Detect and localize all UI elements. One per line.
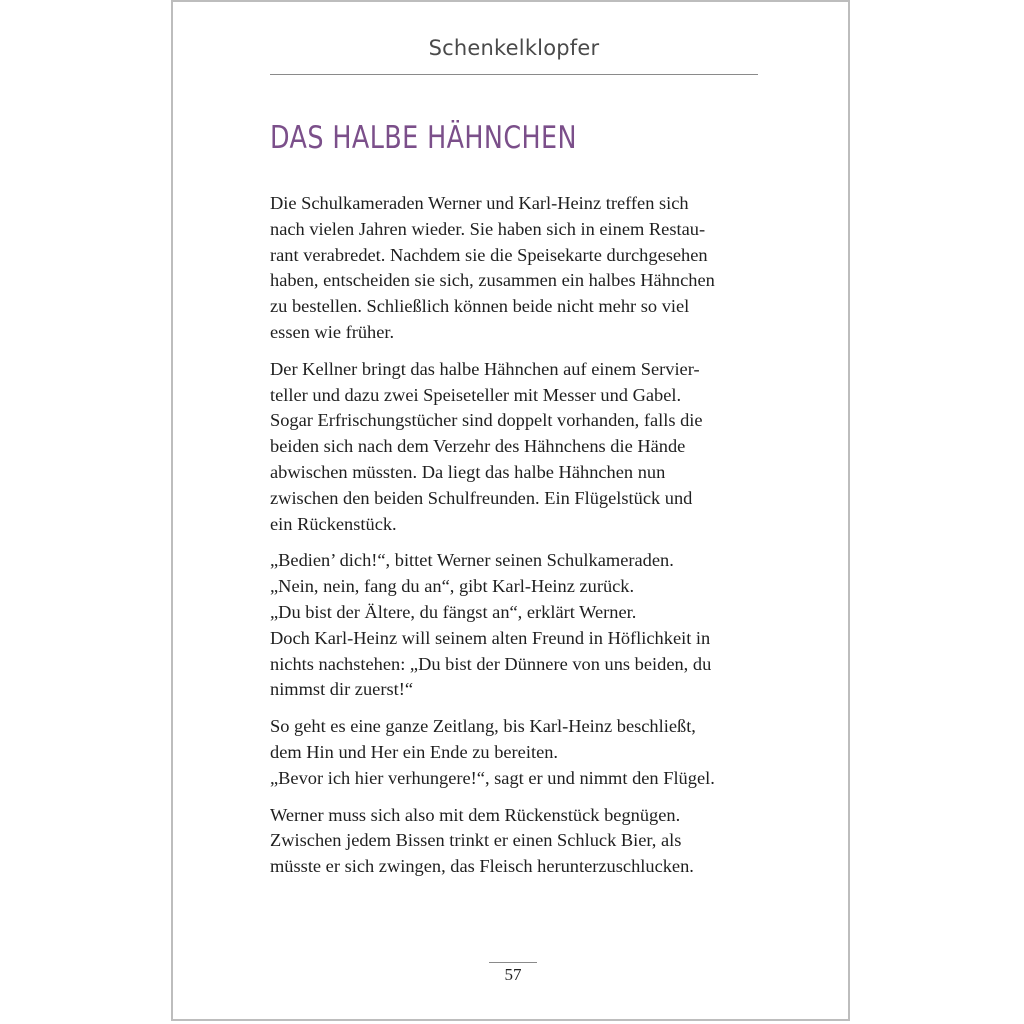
text-line: So geht es eine ganze Zeitlang, bis Karl-Heinz beschließt, — [270, 716, 696, 737]
paragraph — [270, 191, 770, 346]
text-line: ein Rückenstück. — [270, 513, 397, 534]
text-line: rant verabredet. Nachdem sie die Speisekarte durchgesehen — [270, 244, 708, 265]
page-number: 57 — [504, 965, 522, 984]
text-line: nimmst dir zuerst!“ — [270, 679, 414, 700]
text-line: beiden sich nach dem Verzehr des Hähnchens die Hände — [270, 436, 686, 457]
paragraph — [270, 803, 770, 880]
text-line: nichts nachstehen: „Du bist der Dünnere von uns beiden, du — [270, 653, 712, 674]
chapter-title: DAS HALBE HÄHNCHEN — [270, 120, 577, 156]
text-line: haben, entscheiden sie sich, zusammen ein halbes Hähnchen — [270, 270, 715, 291]
paragraph — [270, 357, 770, 538]
text-line: Doch Karl-Heinz will seinem alten Freund in Höflichkeit in — [270, 627, 711, 648]
text-line: „Nein, nein, fang du an“, gibt Karl-Heinz zurück. — [270, 576, 635, 597]
text-line: abwischen müssten. Da liegt das halbe Hähnchen nun — [270, 461, 666, 482]
paragraph — [270, 548, 770, 703]
text-line: „Bevor ich hier verhungere!“, sagt er und nimmt den Flügel. — [270, 767, 715, 788]
body-text — [270, 191, 770, 891]
text-line: nach vielen Jahren wieder. Sie haben sich in einem Restau- — [270, 218, 706, 239]
text-line: „Du bist der Ältere, du fängst an“, erklärt Werner. — [270, 601, 637, 622]
text-line: „Bedien’ dich!“, bittet Werner seinen Schulkameraden. — [270, 550, 674, 571]
text-line: dem Hin und Her ein Ende zu bereiten. — [270, 741, 559, 762]
footer-rule — [489, 962, 537, 963]
header-rule — [270, 74, 758, 75]
text-line: Zwischen jedem Bissen trinkt er einen Schluck Bier, als — [270, 830, 682, 851]
text-line: Sogar Erfrischungstücher sind doppelt vorhanden, falls die — [270, 410, 703, 431]
text-line: zu bestellen. Schließlich können beide nicht mehr so viel — [270, 296, 690, 317]
text-line: teller und dazu zwei Speiseteller mit Messer und Gabel. — [270, 384, 682, 405]
text-line: müsste er sich zwingen, das Fleisch herunterzuschlucken. — [270, 856, 694, 877]
book-page — [171, 0, 850, 1021]
paragraph — [270, 714, 770, 791]
text-line: zwischen den beiden Schulfreunden. Ein Flügelstück und — [270, 487, 693, 508]
running-head: Schenkelklopfer — [428, 36, 600, 60]
text-line: Werner muss sich also mit dem Rückenstück begnügen. — [270, 804, 681, 825]
text-line: Der Kellner bringt das halbe Hähnchen auf einem Servier- — [270, 358, 700, 379]
text-line: Die Schulkameraden Werner und Karl-Heinz treffen sich — [270, 193, 689, 213]
text-line: essen wie früher. — [270, 321, 395, 342]
